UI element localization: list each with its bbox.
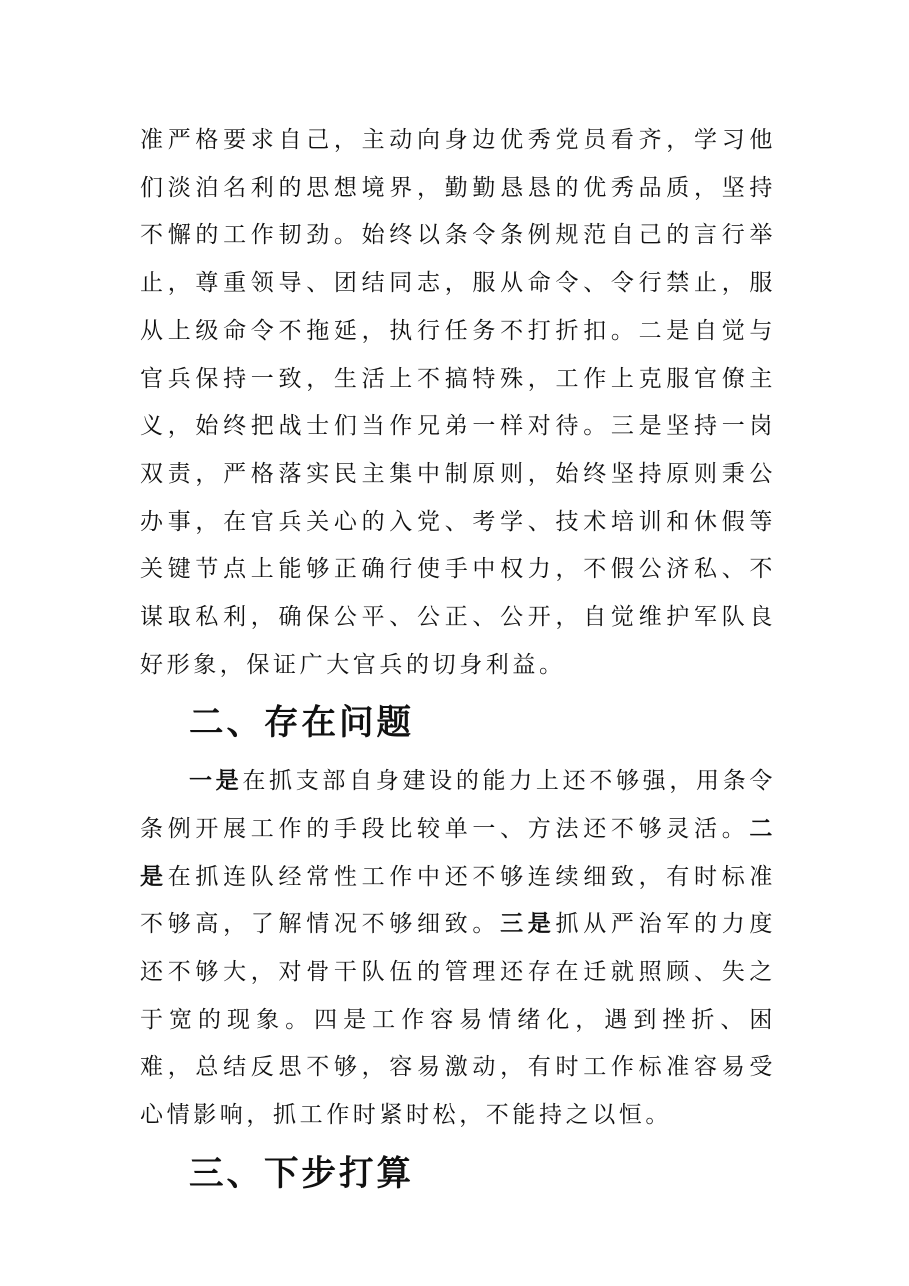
document-body xyxy=(140,117,776,1198)
section-heading-problems: 二、存在问题 xyxy=(189,703,414,744)
item-lead-2: 二是 xyxy=(140,815,776,890)
item-text-3: 抓从严治军的力度还不够大，对骨干队伍的管理还存在迁就照顾、失之于宽的现象。四是工作容易情绪化，遇到挫折、困难，总结反思不够，容易激动，有时工作标准容易受心情影响，抓工作时紧时松，不能持之以恒。 xyxy=(140,911,776,1129)
item-text-1: 在抓支部自身建设的能力上还不够强，用条令条例开展工作的手段比较单一、方法还不够灵活。 xyxy=(140,768,777,842)
item-lead-1: 一是 xyxy=(189,768,243,795)
paragraph-problems xyxy=(140,758,776,1140)
section-heading-plans: 三、下步打算 xyxy=(189,1153,414,1194)
item-lead-3: 三是 xyxy=(500,911,556,938)
paragraph-continuation: 准严格要求自己，主动向身边优秀党员看齐，学习他们淡泊名利的思想境界，勤勤恳恳的优秀品质，坚持不懈的工作韧劲。始终以条令条例规范自己的言行举止，尊重领导、团结同志，服从命令、令行禁止，服从上级命令不拖延，执行任务不打折扣。二是自觉与官兵保持一致，生活上不搞特殊，工作上克服官僚主义，始终把战士们当作兄弟一样对待。三是坚持一岗双责，严格落实民主集中制原则，始终坚持原则秉公办事，在官兵关心的入党、考学、技术培训和休假等关键节点上能够正确行使手中权力，不假公济私、不谋取私利，确保公平、公正、公开，自觉维护军队良好形象，保证广大官兵的切身利益。 xyxy=(140,127,776,678)
item-text-2: 在抓连队经常性工作中还不够连续细致，有时标准不够高，了解情况不够细致。 xyxy=(140,863,776,938)
